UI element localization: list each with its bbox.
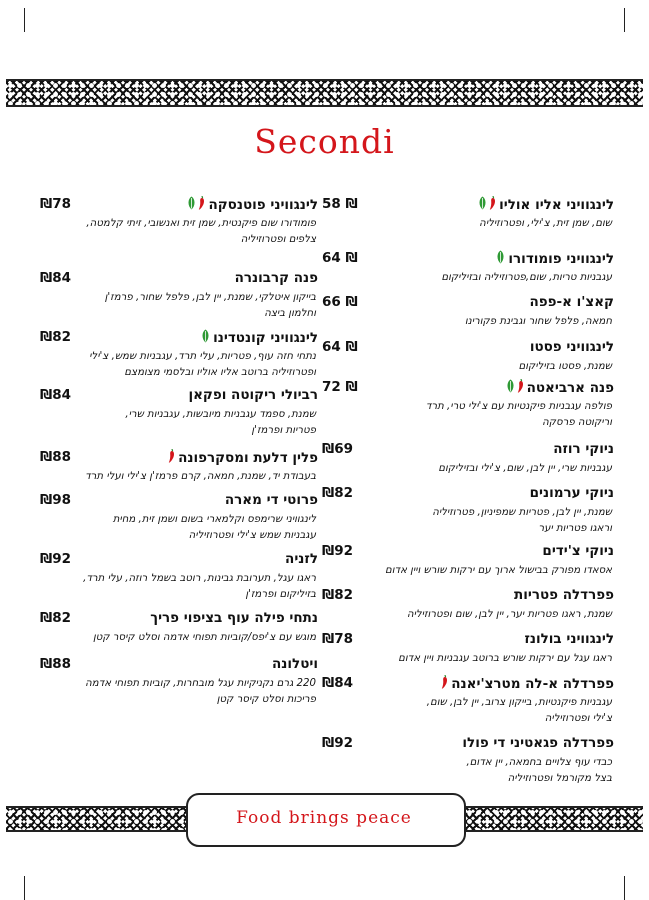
leaf-icon [478,196,487,214]
dish-name-text: לינגוויני פומודורו [508,251,614,267]
dish-name [188,387,318,403]
menu-item [322,379,614,431]
dish-description [40,630,318,646]
dish-description-line: ראגו עגל, תערובת גבינות, רוטב בשמל רוזה, עלי תרד, [83,573,316,584]
dish-name [462,735,614,751]
dish-description-line: שמנת, פסטו בזיליקום [518,361,612,372]
dish-description-line: וריקוטה פרסקה [542,417,612,428]
crop-mark [24,8,25,32]
dish-description [322,755,614,787]
dish-description-line: שום, שמן זית, צ'ילי, ופטרוזיליה [479,218,612,229]
dish-name-text: פרוטי די מארה [224,492,318,508]
dish-name-text: פלין דלעת ומסקרפונה [178,450,318,466]
dish-name [199,329,318,347]
dish-description [322,461,614,477]
dish-price: 72 ₪ [322,379,358,395]
dish-description [322,270,614,286]
dish-name-text: פנה קרבונרה [234,270,318,286]
crop-mark [624,876,625,900]
dish-price: ₪82 [40,329,71,345]
dish-description [40,290,318,322]
dish-name-text: פפרדלה פטריות [514,587,614,603]
dish-description [322,695,614,727]
dish-description-line: בייקון איטלקי, שמנת, יין לבן, פלפל שחור, פרמז'ן [104,292,316,303]
dish-description-line: בזיליקום ופרמז'ן [245,589,316,600]
dish-name-text: נתחי פילה עוף בציפוי פריך [150,610,318,626]
dish-description-line: פטריות ופרמז'ן [251,425,316,436]
dish-name [529,294,614,310]
dish-name-text: לינגוויני פסטו [529,339,614,355]
dish-name-text: לינגוויני בולונז [524,631,614,647]
dish-name-text: לינגוויני קונטדינו [213,330,318,346]
dish-name-text: ויטלונה [272,656,318,672]
dish-name [166,449,318,467]
dish-name-text: ניוקי ערמונים [529,485,614,501]
dish-description-line: מוגש עם צ'יפס/קוביות תפוחי אדמה וסלט קיסר קטן [92,632,316,643]
chili-icon [198,196,205,214]
dish-description [322,607,614,623]
chili-icon [489,196,496,214]
dish-name-text: רביולי ריקוטה ופקאן [188,387,318,403]
crop-mark [24,876,25,900]
dish-price: ₪82 [322,587,353,603]
menu-item [40,196,318,248]
menu-item [322,339,614,375]
leaf-icon [496,250,505,268]
menu-item [40,656,318,708]
dish-name-text: קאצ'ו א-פפה [529,294,614,310]
dish-price: ₪92 [40,551,71,567]
menu-item [322,675,614,727]
leaf-icon [187,196,196,214]
dish-description [322,563,614,579]
dish-description-line: פולפה עגבניות פיקנטיות עם צ'ילי טרי, תרד [425,401,612,412]
dish-price: ₪78 [322,631,353,647]
menu-item [322,485,614,537]
dish-price: 58 ₪ [322,196,358,212]
dish-description [322,359,614,375]
menu-item [322,587,614,623]
dish-price: 64 ₪ [322,339,358,355]
page-title: Secondi [254,122,395,161]
dish-name [235,270,318,286]
leaf-icon [201,329,210,347]
dish-description-line: שמנת, יין לבן, פטריות שמפיניון, פטרוזיליה [432,507,612,518]
dish-description [322,314,614,330]
dish-price: ₪92 [322,543,353,559]
dish-description [40,469,318,485]
dish-description-line: חמאה, פלפל שחור וגבינת פקורינו [464,316,612,327]
dish-price: 64 ₪ [322,250,358,266]
dish-name-text: פפרדלה א-לה מטרצ'יאנה [451,676,614,692]
footer-slogan: Food brings peace [236,808,412,828]
dish-name-text: ניוקי צ'ידים [542,543,614,559]
dish-price: ₪69 [322,441,353,457]
menu-item [322,196,614,232]
dish-description-line: בעבודת יד, שמנת, חמאה, קרם פרמז'ן צ'ילי ועלי תרד [85,471,316,482]
dish-price: ₪82 [322,485,353,501]
dish-name-text: לינגוויני פוטנסקה [208,197,318,213]
dish-description [40,216,318,248]
dish-description-line: נתחי חזה עוף, פטריות, עלי תרד, עגבניות שמש, צ'ילי [89,351,316,362]
dish-description [40,349,318,381]
dish-name [185,196,318,214]
dish-name [514,587,614,603]
dish-name-text: פנה ארביאטה [526,380,614,396]
dish-name [225,492,318,508]
dish-description-line: צלפים ופטרוזיליה [240,234,316,245]
dish-description-line: וחלמון ביצה [264,308,316,319]
dish-name [524,631,614,647]
menu-item [40,449,318,485]
dish-price: ₪84 [40,387,71,403]
dish-description [40,407,318,439]
menu-item [40,492,318,544]
chili-icon [168,449,175,467]
menu-item [322,294,614,330]
dish-price: ₪82 [40,610,71,626]
leaf-icon [506,379,515,397]
dish-description-line: שמנת, ראגו פטריות יער, יין לבן, שום ופטרוזיליה [406,609,612,620]
dish-name [476,196,614,214]
menu-item [322,735,614,787]
decorative-pattern-band-top [6,79,643,107]
dish-name-text: ניוקי רוזה [553,441,614,457]
dish-name-text: פפרדלה פגאטיני די פולו [462,735,614,751]
crop-mark [624,8,625,32]
dish-description [322,216,614,232]
dish-description-line: לינגוויני שרימפס וקלמארי בשום ושמן זית, מחית [112,514,316,525]
dish-description-line: עגבניות שרי, יין לבן, שום, צ'ילי ובזיליקום [438,463,612,474]
dish-name-text: לינגוויני אליו אוליו [499,197,614,213]
dish-name [542,543,614,559]
dish-price: ₪92 [322,735,353,751]
dish-description [322,399,614,431]
dish-description-line: עגבניות פיקנטיות, בייקון צרוב, יין לבן, שום, [426,697,612,708]
dish-description-line: ופטרוזיליה ברוטב אליו אוליו ובלסמי מצומצם [124,367,316,378]
menu-item [322,631,614,667]
dish-description-line: צ'ילי ופטרוזיליה [544,713,612,724]
dish-price: ₪78 [40,196,71,212]
dish-description [40,571,318,603]
dish-name [504,379,614,397]
dish-price: ₪88 [40,656,71,672]
dish-name [272,656,318,672]
dish-description [322,505,614,537]
menu-item [322,250,614,286]
chili-icon [441,675,448,693]
dish-price: ₪98 [40,492,71,508]
dish-description [322,651,614,667]
chili-icon [517,379,524,397]
dish-description-line: אסאדו מפורק בבישול ארוך עם ירקות שורש ויין אדום [384,565,612,576]
menu-item [40,551,318,603]
dish-description-line: פריכות וסלט קיסר קטן [216,694,316,705]
dish-price: ₪88 [40,449,71,465]
dish-name [285,551,318,567]
dish-description [40,676,318,708]
dish-description-line: עגבניות טריות, שום,פטרוזיליה ובזיליקום [441,272,612,283]
menu-item [40,270,318,322]
dish-name [150,610,318,626]
dish-description-line: בצל מקורמל ופטרוזיליה [507,773,612,784]
menu-item [322,543,614,579]
dish-description-line: כבדי עוף צלויים בחמאה, יין אדום, [466,757,612,768]
dish-description [40,512,318,544]
menu-item [40,329,318,381]
dish-price: ₪84 [322,675,353,691]
dish-description-line: פומודורו שום פיקנטית, שמן זית ואנשובי, זיתי קלמטה, [86,218,316,229]
dish-name-text: לזניה [285,551,318,567]
dish-name [530,485,614,501]
dish-description-line: 220 גרם נקניקיות עגל מובחרות, קוביות תפוחי אדמה [85,678,316,689]
menu-item [40,610,318,646]
menu-item [40,387,318,439]
dish-price: ₪84 [40,270,71,286]
dish-description-line: עגבניות שמש צ'ילי ופטרוזיליה [188,530,316,541]
dish-name [530,339,614,355]
dish-price: 66 ₪ [322,294,358,310]
dish-name [553,441,614,457]
dish-description-line: וראגו פטריות יער [538,523,612,534]
dish-name [494,250,614,268]
dish-description-line: שמנת, ספמד עגבניות מיובשות, עגבניות שרי, [125,409,316,420]
menu-item [322,441,614,477]
dish-name [439,675,614,693]
dish-description-line: ראגו עגל עם ירקות שורש ברוטב עגבניות ויין אדום [398,653,612,664]
